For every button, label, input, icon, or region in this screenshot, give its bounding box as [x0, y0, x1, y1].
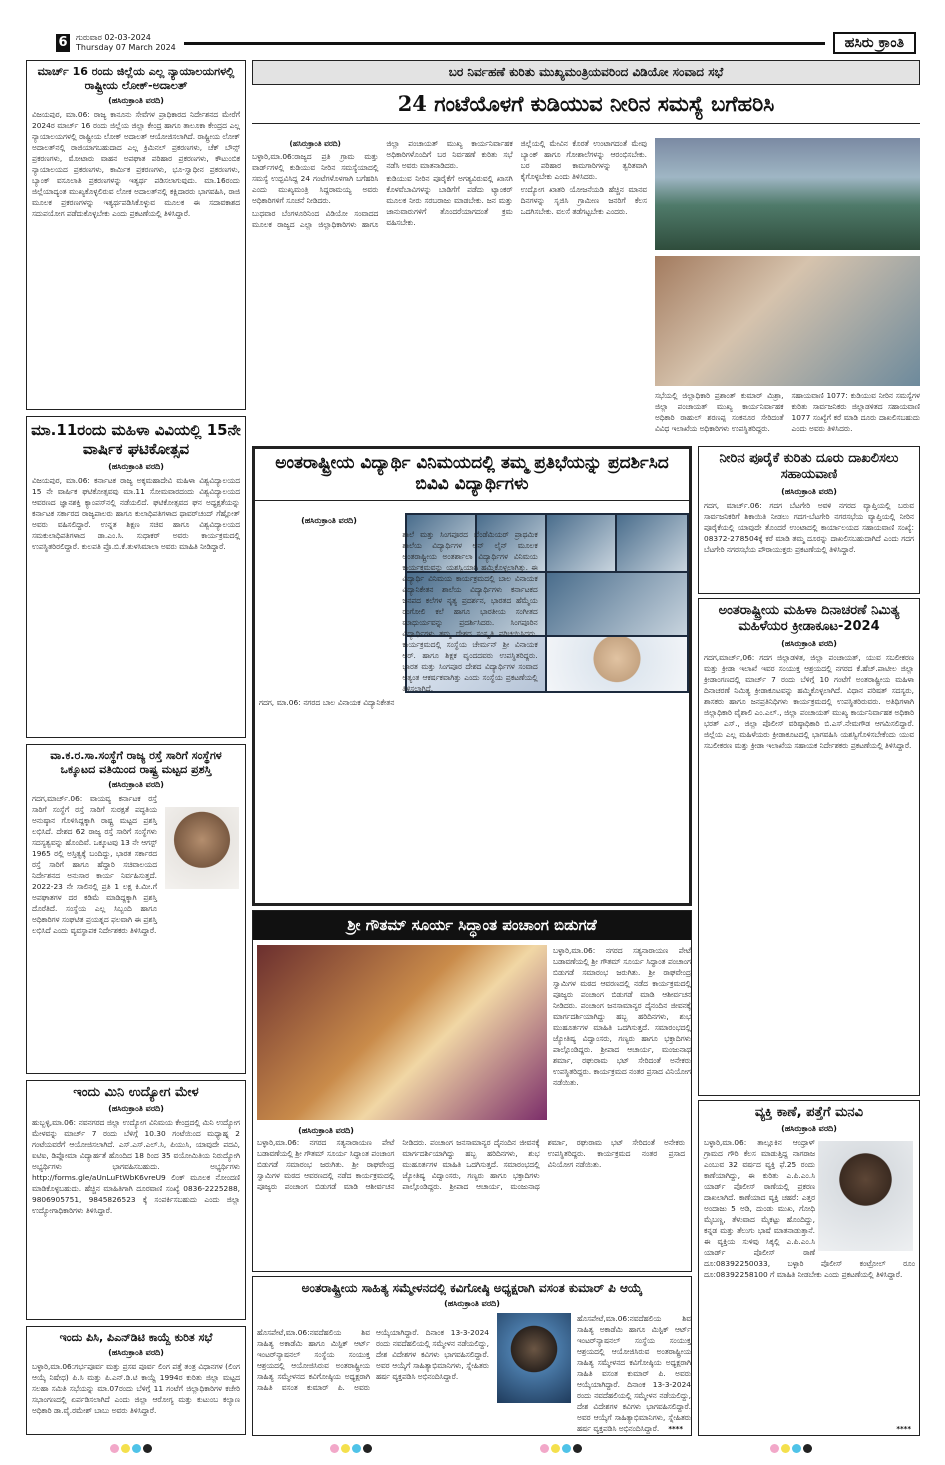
- registration-dot: [781, 1444, 790, 1453]
- article-body: ಗದಗ, ಮಾ.06: ನಗರದ ಬಾಲ ವಿನಾಯಕ ವಿದ್ಯಾನಿಕೇತನ ಶಾಲೆ ಮತ್ತು ಸಿಂಗಪೂರದ ಬೆಂಡೆಮಿಯರ್ ಪ್ರಾಥಮಿಕ ಶಾಲೆಯ ವಿದ್ಯಾರ್ಥಿಗಳ ಆನ್ ಲೈನ್ ಮೂಲಕ ಅಂತರಾಷ್ಟ್ರೀಯ ಅಂತರ್ಶಾಲಾ ವಿದ್ಯಾರ್ಥಿಗಳ ವಿನಿಮಯ ಕಾರ್ಯಕ್ರಮವನ್ನು ಯಶಸ್ವಿಯಾಗಿ ಹಮ್ಮಿಕೊಳ್ಳಲಾಗಿತ್ತು. ಈ ವಿದ್ಯಾರ್ಥಿ ವಿನಿಮಯ ಕಾರ್ಯಕ್ರಮದಲ್ಲಿ ಬಾಲ ವಿನಾಯಕ ವಿದ್ಯಾನಿಕೇತನ ಶಾಲೆಯ ವಿದ್ಯಾರ್ಥಿಗಳು ಕರ್ನಾಟಕದ ಜನಪದ ಕಲೆಗಳ ನೃತ್ಯ ಪ್ರದರ್ಶನ, ಭಾರತದ ಹೆಮ್ಮೆಯ ರಂಗೋಲಿ ಕಲೆ ಹಾಗೂ ಭಾರತೀಯ ಸಂಗೀತದ ಮಾಧುರ್ಯವನ್ನು ಪ್ರದರ್ಶಿಸಿದರು. ಸಿಂಗಪೂರಿನ ವಿದ್ಯಾರ್ಥಿಗಳು ತಮ್ಮ ದೇಶದ ಸಂಸ್ಕೃತಿ ಪರಿಚಯಿಸಿದರು. ಕಾರ್ಯಕ್ರಮದಲ್ಲಿ ಸಂಸ್ಥೆಯ ಚೇರ್ಮನ್ ಶ್ರೀ ವಿನಾಯಕ ಆರ್. ಹಾಗೂ ಶಿಕ್ಷಕ ವೃಂದದವರು ಉಪಸ್ಥಿತರಿದ್ದರು. ಭಾರತ ಮತ್ತು ಸಿಂಗಪೂರ ದೇಶದ ವಿದ್ಯಾರ್ಥಿಗಳ ಸಂವಾದ ಅತ್ಯಂತ ಆಕರ್ಷಕವಾಗಿತ್ತು ಎಂದು ಸಂಸ್ಥೆಯ ಪ್ರಕಟಣೆಯಲ್ಲಿ ತಿಳಿಸಲಾಗಿದೆ.: [259, 530, 538, 707]
- article-pc-pndt: [26, 1326, 246, 1435]
- registration-dot: [562, 1444, 571, 1453]
- article-body: ವಿಜಯಪುರ, ಮಾ.06: ಕರ್ನಾಟಕ ರಾಜ್ಯ ಅಕ್ಕಮಹಾದೇವಿ ಮಹಿಳಾ ವಿಶ್ವವಿದ್ಯಾಲಯದ 15 ನೇ ವಾರ್ಷಿಕ ಘಟಿಕೋತ್ಸವವು ಮಾ.11 ಸೋಮವಾರದಂದು ವಿಶ್ವವಿದ್ಯಾಲಯದ ಆವರಣದ ಜ್ಞಾನಶಕ್ತಿ ಕ್ಯಾಂಪಸ್‌ನಲ್ಲಿ ನಡೆಯಲಿದೆ. ಘಟಿಕೋತ್ಸವದ ಘನ ಅಧ್ಯಕ್ಷತೆಯನ್ನು ಕರ್ನಾಟಕ ಸರ್ಕಾರದ ರಾಜ್ಯಪಾಲರು ಹಾಗೂ ಕುಲಾಧಿಪತಿಗಳಾದ ಥಾವರ್‌ಚಂದ್ ಗೆಹ್ಲೋತ್ ಅವರು ವಹಿಸಲಿದ್ದಾರೆ. ಉನ್ನತ ಶಿಕ್ಷಣ ಸಚಿವ ಹಾಗೂ ವಿಶ್ವವಿದ್ಯಾಲಯದ ಸಮಕುಲಾಧಿಪತಿಗಳಾದ ಡಾ.ಎಂ.ಸಿ. ಸುಧಾಕರ್ ಅವರು ಕಾರ್ಯಕ್ರಮದಲ್ಲಿ ಉಪಸ್ಥಿತರಿರಲಿದ್ದಾರೆ. ಕುಲಪತಿ ಪ್ರೊ.ಬಿ.ಕೆ.ತುಳಸಿಮಾಲಾ ಅವರು ಮಾಹಿತಿ ನೀಡಿದ್ದಾರೆ.: [32, 475, 240, 551]
- registration-dot: [551, 1444, 560, 1453]
- registration-dot: [352, 1444, 361, 1453]
- article-headline: ವಾ.ಕ.ರ.ಸಾ.ಸಂಸ್ಥೆಗೆ ರಾಜ್ಯ ರಸ್ತೆ ಸಾರಿಗೆ ಸಂಸ್ಥೆಗಳ ಒಕ್ಕೂಟದ ವತಿಯಿಂದ ರಾಷ್ಟ್ರ ಮಟ್ಟದ ಪ್ರಶಸ್ತಿ: [50, 749, 222, 776]
- article-byline: (ಹಸಿರುಕ್ರಾಂತಿ ವರದಿ): [781, 1124, 837, 1134]
- article-body-side-text: ಬಳ್ಳಾರಿ,ಮಾ.06: ನಗರದ ಸತ್ಯನಾರಾಯಣ ಪೇಟೆ ಬಡಾವಣೆಯಲ್ಲಿ ಶ್ರೀ ಗೌತಮ್ ಸೂರ್ಯ ಸಿದ್ಧಾಂತ ಪಂಚಾಂಗ ಬಿಡುಗಡೆ ಸಮಾರಂಭ ಜರುಗಿತು. ಶ್ರೀ ರಾಘವೇಂದ್ರ ಸ್ವಾಮಿಗಳ ಮಠದ ಆವರಣದಲ್ಲಿ ನಡೆದ ಕಾರ್ಯಕ್ರಮದಲ್ಲಿ ಪೂಜ್ಯರು ಪಂಚಾಂಗ ಬಿಡುಗಡೆ ಮಾಡಿ ಆಶೀರ್ವಚನ ನೀಡಿದರು. ಪಂಚಾಂಗ ಜನಸಾಮಾನ್ಯರ ದೈನಂದಿನ ಜೀವನಕ್ಕೆ ಮಾರ್ಗದರ್ಶಿಯಾಗಿದ್ದು ಹಬ್ಬ ಹರಿದಿನಗಳು, ಶುಭ ಮುಹೂರ್ತಗಳ ಮಾಹಿತಿ ಒದಗಿಸುತ್ತದೆ. ಸಮಾರಂಭದಲ್ಲಿ ಜ್ಯೋತಿಷ್ಯ ವಿದ್ವಾಂಸರು, ಗಣ್ಯರು ಹಾಗೂ ಭಕ್ತಾದಿಗಳು ಪಾಲ್ಗೊಂಡಿದ್ದರು. ಶ್ರೀಪಾದ ಆಚಾರ್ಯ, ಮಂಜುನಾಥ ಶರ್ಮಾ, ರಘುರಾಮ ಭಟ್ ಸೇರಿದಂತೆ ಅನೇಕರು ಉಪಸ್ಥಿತರಿದ್ದರು. ಕಾರ್ಯಕ್ರಮದ ನಂತರ ಪ್ರಸಾದ ವಿನಿಯೋಗ ನಡೆಯಿತು.: [553, 946, 691, 1087]
- masthead: [56, 30, 916, 56]
- article-body-wrap: [253, 1327, 493, 1431]
- article-body: ಬಳ್ಳಾರಿ,ಮಾ.06:ಗರ್ಭಪೂರ್ವ ಮತ್ತು ಪ್ರಸವ ಪೂರ್ವ ಲಿಂಗ ಪತ್ತೆ ತಂತ್ರ ವಿಧಾನಗಳ (ಲಿಂಗ ಆಯ್ಕೆ ನಿಷೇಧ) ಪಿ.ಸಿ ಮತ್ತು ಪಿ.ಎನ್.ಡಿ.ಟಿ ಕಾಯ್ದೆ 1994ರ ಕುರಿತು ಜಿಲ್ಲಾ ಮಟ್ಟದ ಸಲಹಾ ಸಮಿತಿ ಸಭೆಯನ್ನು ಮಾ.07ರಂದು ಬೆಳಿಗ್ಗೆ 11 ಗಂಟೆಗೆ ಜಿಲ್ಲಾಧಿಕಾರಿಗಳ ಕಚೇರಿ ಸಭಾಂಗಣದಲ್ಲಿ ಏರ್ಪಡಿಸಲಾಗಿದೆ ಎಂದು ಜಿಲ್ಲಾ ಆರೋಗ್ಯ ಮತ್ತು ಕುಟುಂಬ ಕಲ್ಯಾಣ ಅಧಿಕಾರಿ ಡಾ.ವೈ.ರಮೇಶ್ ಬಾಬು ಅವರು ತಿಳಿಸಿದ್ದಾರೆ.: [32, 1361, 240, 1415]
- official-photo: [165, 807, 239, 889]
- registration-dots-left: [110, 1444, 152, 1453]
- registration-dot: [573, 1444, 582, 1453]
- article-body-side: [575, 1313, 693, 1433]
- article-womens-day-sports: [698, 598, 920, 1096]
- article-job-fair: [26, 1080, 246, 1320]
- date-english: Thursday 07 March 2024: [76, 43, 176, 52]
- article-byline: (ಹಸಿರುಕ್ರಾಂತಿ ವರದಿ): [444, 1299, 500, 1308]
- article-byline: (ಹಸಿರುಕ್ರಾಂತಿ ವರದಿ): [301, 516, 357, 525]
- article-lok-adalat: [26, 60, 246, 410]
- article-byline: (ಹಸಿರುಕ್ರಾಂತಿ ವರದಿ): [781, 486, 837, 496]
- article-body-side-text: ಹೊಸಪೇಟೆ,ಮಾ.06:ನವದೆಹಲಿಯ ಶಿವ ಸಾಹಿತ್ಯ ಅಕಾಡೆಮಿ ಹಾಗೂ ಮಿಸ್ಟಿಕ್ ಆರ್ಟ್ ಇಂಟರ್‌ನ್ಯಾಷನಲ್ ಸಂಸ್ಥೆಯ ಸಂಯುಕ್ತ ಆಶ್ರಯದಲ್ಲಿ ಆಯೋಜಿಸಿರುವ ಅಂತರಾಷ್ಟ್ರೀಯ ಸಾಹಿತ್ಯ ಸಮ್ಮೇಳನದ ಕವಿಗೋಷ್ಠಿಯ ಅಧ್ಯಕ್ಷರಾಗಿ ಸಾಹಿತಿ ವಸಂತ ಕುಮಾರ್ ಪಿ. ಅವರು ಆಯ್ಕೆಯಾಗಿದ್ದಾರೆ. ದಿನಾಂಕ 13-3-2024 ರಂದು ನವದೆಹಲಿಯಲ್ಲಿ ಸಮ್ಮೇಳನ ನಡೆಯಲಿದ್ದು, ದೇಶ ವಿದೇಶಗಳ ಕವಿಗಳು ಭಾಗವಹಿಸಲಿದ್ದಾರೆ. ಅವರ ಆಯ್ಕೆಗೆ ಸಾಹಿತ್ಯಾಭಿಮಾನಿಗಳು, ಸ್ನೇಹಿತರು ಹರ್ಷ ವ್ಯಕ್ತಪಡಿಸಿ ಅಭಿನಂದಿಸಿದ್ದಾರೆ.: [577, 1314, 691, 1433]
- date-kannada: ಗುರುವಾರ 02-03-2024: [76, 33, 151, 42]
- article-end-mark: ****: [668, 1425, 683, 1433]
- article-missing-person: [698, 1100, 920, 1436]
- banner-paragraph: ಸಹಾಯವಾಣಿ 1077: ಕುಡಿಯುವ ನೀರಿನ ಸಮಸ್ಯೆಗಳ ಕುರಿತು ಸಾರ್ವಜನಿಕರು ಜಿಲ್ಲಾಡಳಿತದ ಸಹಾಯವಾಣಿ 1077 ಸಂಖ್ಯೆಗೆ ಕರೆ ಮಾಡಿ ದೂರು ದಾಖಲಿಸಬಹುದು ಎಂದು ಅವರು ತಿಳಿಸಿದರು.: [791, 391, 920, 433]
- banner-paragraph: ಜಿಲ್ಲೆಯಲ್ಲಿ ಮೇವಿನ ಕೊರತೆ ಉಂಟಾಗದಂತೆ ಮೇವು ಬ್ಯಾಂಕ್ ಹಾಗೂ ಗೋಶಾಲೆಗಳನ್ನು ಆರಂಭಿಸಬೇಕು. ಬರ ಪರಿಹಾರ ಕಾಮಗಾರಿಗಳನ್ನು ತ್ವರಿತವಾಗಿ ಕೈಗೊಳ್ಳಬೇಕು ಎಂದು ತಿಳಿಸಿದರು.: [520, 139, 647, 181]
- registration-dot: [341, 1444, 350, 1453]
- article-byline: (ಹಸಿರುಕ್ರಾಂತಿ ವರದಿ): [108, 95, 164, 105]
- article-body: ಹುಬ್ಬಳ್ಳಿ,ಮಾ.06: ನವನಗರದ ಜಿಲ್ಲಾ ಉದ್ಯೋಗ ವಿನಿಮಯ ಕೇಂದ್ರದಲ್ಲಿ ಮಿನಿ ಉದ್ಯೋಗ ಮೇಳವನ್ನು ಮಾರ್ಚ್ 7 ರಂದು ಬೆಳಿಗ್ಗೆ 10.30 ಗಂಟೆಯಿಂದ ಮಧ್ಯಾಹ್ನ 2 ಗಂಟೆಯವರೆಗೆ ಆಯೋಜಿಸಲಾಗಿದೆ. ಎಸ್.ಎಸ್.ಎಲ್.ಸಿ, ಪಿಯುಸಿ, ಯಾವುದೇ ಪದವಿ, ಐಟಿಐ, ಡಿಪ್ಲೋಮಾ ವಿದ್ಯಾರ್ಹತೆ ಹೊಂದಿದ 18 ರಿಂದ 35 ವಯೋಮಿತಿಯ ನಿರುದ್ಯೋಗಿ ಅಭ್ಯರ್ಥಿಗಳು ಭಾಗವಹಿಸಬಹುದು. ಅಭ್ಯರ್ಥಿಗಳು http://forms.gle/aUnLuFtWbK6vreU9 ಲಿಂಕ್ ಮೂಲಕ ನೋಂದಣಿ ಮಾಡಿಕೊಳ್ಳಬಹುದು. ಹೆಚ್ಚಿನ ಮಾಹಿತಿಗಾಗಿ ದೂರವಾಣಿ ಸಂಖ್ಯೆ 0836-2225288, 9806905751, 9845826523 ಕ್ಕೆ ಸಂಪರ್ಕಿಸಬಹುದು ಎಂದು ಜಿಲ್ಲಾ ಉದ್ಯೋಗಾಧಿಕಾರಿಗಳು ತಿಳಿಸಿದ್ದಾರೆ.: [32, 1118, 240, 1216]
- article-headline: ನೀರಿನ ಪೂರೈಕೆ ಕುರಿತು ದೂರು ದಾಖಲಿಸಲು ಸಹಾಯವಾಣಿ: [719, 451, 899, 483]
- article-panchanga-release: [252, 910, 692, 1272]
- article-headline: ಅಂತರಾಷ್ಟ್ರೀಯ ಸಾಹಿತ್ಯ ಸಮ್ಮೇಳನದಲ್ಲಿ ಕವಿಗೋಷ್ಠಿ ಅಧ್ಯಕ್ಷರಾಗಿ ವಸಂತ ಕುಮಾರ್ ಪಿ ಆಯ್ಕೆ: [301, 1281, 643, 1295]
- registration-dots-center-right: [540, 1444, 582, 1453]
- release-event-photo: [257, 945, 547, 1120]
- registration-dot: [540, 1444, 549, 1453]
- banner-byline: (ಹಸಿರುಕ್ರಾಂತಿ ವರದಿ): [289, 139, 341, 148]
- article-byline: (ಹಸಿರುಕ್ರಾಂತಿ ವರದಿ): [298, 1126, 354, 1135]
- article-headline: ಮಾರ್ಚ್ 16 ರಂದು ಜಿಲ್ಲೆಯ ಎಲ್ಲ ನ್ಯಾಯಾಲಯಗಳಲ್ಲಿ ರಾಷ್ಟ್ರೀಯ ಲೋಕ್-ಅದಾಲತ್: [37, 65, 235, 92]
- newspaper-brand: ಹಸಿರು ಕ್ರಾಂತಿ: [833, 32, 916, 54]
- article-byline: (ಹಸಿರುಕ್ರಾಂತಿ ವರದಿ): [108, 1347, 164, 1357]
- article-headline: ಅಂತರಾಷ್ಟ್ರೀಯ ಮಹಿಳಾ ದಿನಾಚರಣೆ ನಿಮಿತ್ಯ ಮಹಿಳೆಯರ ಕ್ರೀಡಾಕೂಟ-2024: [718, 603, 900, 635]
- article-headline: ವ್ಯಕ್ತಿ ಕಾಣೆ, ಪತ್ತೆಗೆ ಮನವಿ: [754, 1105, 864, 1120]
- article-body: ಬಳ್ಳಾರಿ,ಮಾ.06: ನಗರದ ಸತ್ಯನಾರಾಯಣ ಪೇಟೆ ಬಡಾವಣೆಯಲ್ಲಿ ಶ್ರೀ ಗೌತಮ್ ಸೂರ್ಯ ಸಿದ್ಧಾಂತ ಪಂಚಾಂಗ ಬಿಡುಗಡೆ ಸಮಾರಂಭ ಜರುಗಿತು. ಶ್ರೀ ರಾಘವೇಂದ್ರ ಸ್ವಾಮಿಗಳ ಮಠದ ಆವರಣದಲ್ಲಿ ನಡೆದ ಕಾರ್ಯಕ್ರಮದಲ್ಲಿ ಪೂಜ್ಯರು ಪಂಚಾಂಗ ಬಿಡುಗಡೆ ಮಾಡಿ ಆಶೀರ್ವಚನ ನೀಡಿದರು. ಪಂಚಾಂಗ ಜನಸಾಮಾನ್ಯರ ದೈನಂದಿನ ಜೀವನಕ್ಕೆ ಮಾರ್ಗದರ್ಶಿಯಾಗಿದ್ದು ಹಬ್ಬ ಹರಿದಿನಗಳು, ಶುಭ ಮುಹೂರ್ತಗಳ ಮಾಹಿತಿ ಒದಗಿಸುತ್ತದೆ. ಸಮಾರಂಭದಲ್ಲಿ ಜ್ಯೋತಿಷ್ಯ ವಿದ್ವಾಂಸರು, ಗಣ್ಯರು ಹಾಗೂ ಭಕ್ತಾದಿಗಳು ಪಾಲ್ಗೊಂಡಿದ್ದರು. ಶ್ರೀಪಾದ ಆಚಾರ್ಯ, ಮಂಜುನಾಥ ಶರ್ಮಾ, ರಘುರಾಮ ಭಟ್ ಸೇರಿದಂತೆ ಅನೇಕರು ಉಪಸ್ಥಿತರಿದ್ದರು. ಕಾರ್ಯಕ್ರಮದ ನಂತರ ಪ್ರಸಾದ ವಿನಿಯೋಗ ನಡೆಯಿತು.: [257, 1138, 685, 1191]
- registration-dot: [803, 1444, 812, 1453]
- meeting-photo: [655, 256, 920, 386]
- article-headline: ಮಾ.11ರಂದು ಮಹಿಳಾ ವಿವಿಯಲ್ಲಿ 15ನೇ ವಾರ್ಷಿಕ ಘಟಿಕೋತ್ಸವ: [31, 421, 241, 458]
- banner-body: [252, 138, 647, 438]
- article-literature-conference: [252, 1276, 692, 1436]
- article-transport-award: [26, 744, 246, 1074]
- banner-headline: 24 ಗಂಟೆಯೊಳಗೆ ಕುಡಿಯುವ ನೀರಿನ ಸಮಸ್ಯೆ ಬಗೆಹರಿಸಿ: [252, 85, 920, 124]
- article-headline: ಶ್ರೀ ಗೌತಮ್ ಸೂರ್ಯ ಸಿದ್ಧಾಂತ ಪಂಚಾಂಗ ಬಿಡುಗಡೆ: [253, 911, 691, 940]
- banner-paragraph: ಸಭೆಯಲ್ಲಿ ಜಿಲ್ಲಾಧಿಕಾರಿ ಪ್ರಶಾಂತ್ ಕುಮಾರ್ ಮಿಶ್ರಾ, ಜಿಲ್ಲಾ ಪಂಚಾಯತ್ ಮುಖ್ಯ ಕಾರ್ಯನಿರ್ವಾಹಕ ಅಧಿಕಾರಿ ರಾಹುಲ್ ಶರಣಪ್ಪ ಸಂಕನೂರ ಸೇರಿದಂತೆ ವಿವಿಧ ಇಲಾಖೆಯ ಅಧಿಕಾರಿಗಳು ಉಪಸ್ಥಿತರಿದ್ದರು.: [655, 391, 784, 433]
- registration-dot: [143, 1444, 152, 1453]
- banner-body-continued: [655, 390, 920, 442]
- registration-dot: [330, 1444, 339, 1453]
- article-body: ಗದಗ,ಮಾರ್ಚ್.06: ವಾಯವ್ಯ ಕರ್ನಾಟಕ ರಸ್ತೆ ಸಾರಿಗೆ ಸಂಸ್ಥೆಗೆ ರಸ್ತೆ ಸಾರಿಗೆ ಸುರಕ್ಷತೆ ಪದ್ಧತಿಯ ಅನುಷ್ಠಾನ ಗೊಳಿಸಿದ್ದಕ್ಕಾಗಿ ರಾಷ್ಟ್ರ ಮಟ್ಟದ ಪ್ರಶಸ್ತಿ ಲಭಿಸಿದೆ. ದೇಶದ 62 ರಾಜ್ಯ ರಸ್ತೆ ಸಾರಿಗೆ ಸಂಸ್ಥೆಗಳು ಸದಸ್ಯತ್ವವನ್ನು ಹೊಂದಿವೆ. ಒಕ್ಕೂಟವು 13 ನೇ ಆಗಸ್ಟ್ 1965 ರಲ್ಲಿ ಅಸ್ತಿತ್ವಕ್ಕೆ ಬಂದಿದ್ದು, ಭಾರತ ಸರ್ಕಾರದ ರಸ್ತೆ ಸಾರಿಗೆ ಹಾಗೂ ಹೆದ್ದಾರಿ ಸಚಿವಾಲಯದ ನಿರ್ದೇಶನದ ಅನುಸಾರ ಕಾರ್ಯ ನಿರ್ವಹಿಸುತ್ತದೆ. 2022-23 ನೇ ಸಾಲಿನಲ್ಲಿ ಪ್ರತಿ 1 ಲಕ್ಷ ಕಿ.ಮೀ.ಗೆ ಅಪಘಾತಗಳ ದರ ಕಡಿಮೆ ಮಾಡಿದ್ದಕ್ಕಾಗಿ ಪ್ರಶಸ್ತಿ ದೊರೆತಿದೆ. ಸಂಸ್ಥೆಯ ಎಲ್ಲ ಸಿಬ್ಬಂದಿ ಹಾಗೂ ಅಧಿಕಾರಿಗಳ ಸಂಘಟಿತ ಪ್ರಯತ್ನದ ಫಲವಾಗಿ ಈ ಪ್ರಶಸ್ತಿ ಲಭಿಸಿದೆ ಎಂದು ವ್ಯವಸ್ಥಾಪಕ ನಿರ್ದೇಶಕರು ತಿಳಿಸಿದ್ದಾರೆ.: [32, 793, 157, 935]
- left-column: [26, 60, 246, 1435]
- date-block: [76, 33, 176, 53]
- registration-dot: [121, 1444, 130, 1453]
- article-body: ಗದಗ, ಮಾರ್ಚ್.06: ಗದಗ ಬೆಟಗೇರಿ ಅವಳಿ ನಗರದ ವ್ಯಾಪ್ತಿಯಲ್ಲಿ ಬರುವ ಸಾರ್ವಜನಿಕರಿಗೆ ಶಿಕಾಯಿತಿ ನೀಡಲು ಗದಗ-ಬೆಟಗೇರಿ ನಗರಸಭೆಯ ವ್ಯಾಪ್ತಿಯಲ್ಲಿ ನೀರಿನ ಪೂರೈಕೆಯಲ್ಲಿ ಯಾವುದೇ ತೊಂದರೆ ಉಂಟಾದಲ್ಲಿ ಕಾರ್ಯಾಲಯದ ಸಹಾಯವಾಣಿ ಸಂಖ್ಯೆ: 08372-278504ಕ್ಕೆ ಕರೆ ಮಾಡಿ ತಮ್ಮ ದೂರನ್ನು ದಾಖಲಿಸಬಹುದಾಗಿದೆ ಎಂದು ಗದಗ ಬೆಟಗೇರಿ ನಗರಸಭೆಯ ಪೌರಾಯುಕ್ತರು ಪ್ರಕಟಣೆಯಲ್ಲಿ ತಿಳಿಸಿದ್ದಾರೆ.: [704, 500, 914, 554]
- article-byline: (ಹಸಿರುಕ್ರಾಂತಿ ವರದಿ): [781, 638, 837, 648]
- article-body: ಹೊಸಪೇಟೆ,ಮಾ.06:ನವದೆಹಲಿಯ ಶಿವ ಸಾಹಿತ್ಯ ಅಕಾಡೆಮಿ ಹಾಗೂ ಮಿಸ್ಟಿಕ್ ಆರ್ಟ್ ಇಂಟರ್‌ನ್ಯಾಷನಲ್ ಸಂಸ್ಥೆಯ ಸಂಯುಕ್ತ ಆಶ್ರಯದಲ್ಲಿ ಆಯೋಜಿಸಿರುವ ಅಂತರಾಷ್ಟ್ರೀಯ ಸಾಹಿತ್ಯ ಸಮ್ಮೇಳನದ ಕವಿಗೋಷ್ಠಿಯ ಅಧ್ಯಕ್ಷರಾಗಿ ಸಾಹಿತಿ ವಸಂತ ಕುಮಾರ್ ಪಿ. ಅವರು ಆಯ್ಕೆಯಾಗಿದ್ದಾರೆ. ದಿನಾಂಕ 13-3-2024 ರಂದು ನವದೆಹಲಿಯಲ್ಲಿ ಸಮ್ಮೇಳನ ನಡೆಯಲಿದ್ದು, ದೇಶ ವಿದೇಶಗಳ ಕವಿಗಳು ಭಾಗವಹಿಸಲಿದ್ದಾರೆ. ಅವರ ಆಯ್ಕೆಗೆ ಸಾಹಿತ್ಯಾಭಿಮಾನಿಗಳು, ಸ್ನೇಹಿತರು ಹರ್ಷ ವ್ಯಕ್ತಪಡಿಸಿ ಅಭಿನಂದಿಸಿದ್ದಾರೆ.: [257, 1328, 489, 1392]
- banner-paragraph: ಬಳ್ಳಾರಿ,ಮಾ.06:ರಾಜ್ಯದ ಪ್ರತಿ ಗ್ರಾಮ ಮತ್ತು ವಾರ್ಡ್‌ಗಳಲ್ಲಿ ಕುಡಿಯುವ ನೀರಿನ ಸಮಸ್ಯೆಯಾದಲ್ಲಿ ಸಮಸ್ಯೆ ಉದ್ಭವಿಸಿದ್ದ 24 ಗಂಟೆಗಳೊಳಗಾಗಿ ಬಗೆಹರಿಸಿ ಎಂದು ಮುಖ್ಯಮಂತ್ರಿ ಸಿದ್ದರಾಮಯ್ಯ ಅವರು ಅಧಿಕಾರಿಗಳಿಗೆ ಸೂಚನೆ ನೀಡಿದರು.: [252, 152, 379, 205]
- article-body-wrap: [255, 529, 685, 901]
- article-headline: ಇಂದು ಪಿಸಿ, ಪಿಎನ್‌ಡಿಟಿ ಕಾಯ್ದೆ ಕುರಿತ ಸಭೆ: [59, 1331, 213, 1344]
- article-body: ಬಳ್ಳಾರಿ,ಮಾ.06: ತಾಲ್ಲೂಕಿನ ಆಂಧ್ರಾಳ್ ಗ್ರಾಮದ ಗೌರಿ ಕೆಲಸ ಮಾಡುತ್ತಿದ್ದ ನಾಗರಾಜ ಎಂಬುವ 32 ವರ್ಷದ ವ್ಯಕ್ತಿ ಫೆ.25 ರಂದು ಕಾಣೆಯಾಗಿದ್ದು, ಈ ಕುರಿತು ಎ.ಪಿ.ಎಂ.ಸಿ ಯಾರ್ಡ್ ಪೊಲೀಸ್ ಠಾಣೆಯಲ್ಲಿ ಪ್ರಕರಣ ದಾಖಲಾಗಿದೆ. ಕಾಣೆಯಾದ ವ್ಯಕ್ತಿ ಚಹರೆ: ಎತ್ತರ ಅಂದಾಜು 5 ಅಡಿ, ದುಂಡು ಮುಖ, ಗೋಧಿ ಮೈಬಣ್ಣ, ತೆಳುವಾದ ಮೈಕಟ್ಟು ಹೊಂದಿದ್ದು, ಕನ್ನಡ ಮತ್ತು ತೆಲುಗು ಭಾಷೆ ಮಾತನಾಡುತ್ತಾನೆ. ಈ ವ್ಯಕ್ತಿಯ ಸುಳಿವು ಸಿಕ್ಕಲ್ಲಿ ಎ.ಪಿ.ಎಂ.ಸಿ ಯಾರ್ಡ್ ಪೊಲೀಸ್ ಠಾಣೆ ದೂ:08392250033, ಬಳ್ಳಾರಿ ಪೊಲೀಸ್ ಕಂಟ್ರೋಲ್ ರೂಂ ದೂ:08392258100 ಗೆ ಮಾಹಿತಿ ನೀಡಬೇಕು ಎಂದು ಪ್ರಕಟಣೆಯಲ್ಲಿ ತಿಳಿಸಿದ್ದಾರೆ.: [704, 1138, 915, 1280]
- banner-paragraph: ಉದ್ಯೋಗ ಖಾತರಿ ಯೋಜನೆಯಡಿ ಹೆಚ್ಚಿನ ಮಾನವ ದಿನಗಳನ್ನು ಸೃಜಿಸಿ ಗ್ರಾಮೀಣ ಜನರಿಗೆ ಕೆಲಸ ಒದಗಿಸಬೇಕು. ವಲಸೆ ತಡೆಗಟ್ಟಬೇಕು ಎಂದರು.: [520, 185, 647, 216]
- article-byline: (ಹಸಿರುಕ್ರಾಂತಿ ವರದಿ): [108, 461, 164, 471]
- registration-dot: [132, 1444, 141, 1453]
- registration-dots-right: [770, 1444, 812, 1453]
- article-end-mark: ****: [896, 1425, 911, 1433]
- missing-person-photo: [818, 1141, 913, 1251]
- article-banner: [252, 60, 920, 442]
- article-water-helpline: [698, 446, 920, 594]
- registration-dot: [792, 1444, 801, 1453]
- article-headline: ಅಂತರಾಷ್ಟ್ರೀಯ ವಿದ್ಯಾರ್ಥಿ ವಿನಿಮಯದಲ್ಲಿ ತಮ್ಮ ಪ್ರತಿಭೆಯನ್ನು ಪ್ರದರ್ಶಿಸಿದ ಬಿವಿವಿ ವಿದ್ಯಾರ್ಥಿಗಳು: [255, 449, 689, 501]
- article-student-exchange: [252, 446, 692, 906]
- article-body-wrap: [253, 1137, 689, 1267]
- article-byline: (ಹಸಿರುಕ್ರಾಂತಿ ವರದಿ): [108, 1104, 164, 1114]
- article-body: ಗದಗ,ಮಾರ್ಚ್,06: ಗದಗ ಜಿಲ್ಲಾಡಳಿತ, ಜಿಲ್ಲಾ ಪಂಚಾಯತ್, ಯುವ ಸಬಲೀಕರಣ ಮತ್ತು ಕ್ರೀಡಾ ಇಲಾಖೆ ಇವರ ಸಂಯುಕ್ತ ಆಶ್ರಯದಲ್ಲಿ ನಗರದ ಕೆ.ಹೆಚ್.ಪಾಟೀಲ ಜಿಲ್ಲಾ ಕ್ರೀಡಾಂಗಣದಲ್ಲಿ ಮಾರ್ಚ್ 7 ರಂದು ಬೆಳಿಗ್ಗೆ 10 ಗಂಟೆಗೆ ಅಂತರಾಷ್ಟ್ರೀಯ ಮಹಿಳಾ ದಿನಾಚರಣೆ ನಿಮಿತ್ಯ ಕ್ರೀಡಾಕೂಟವನ್ನು ಹಮ್ಮಿಕೊಳ್ಳಲಾಗಿದೆ. ವಿಧಾನ ಪರಿಷತ್ ಸದಸ್ಯರು, ಶಾಸಕರು ಹಾಗೂ ಜನಪ್ರತಿನಿಧಿಗಳು ಕಾರ್ಯಕ್ರಮದಲ್ಲಿ ಉಪಸ್ಥಿತರಿರುವರು. ಅತಿಥಿಗಳಾಗಿ ಜಿಲ್ಲಾಧಿಕಾರಿ ವೈಶಾಲಿ ಎಂ.ಎಲ್., ಜಿಲ್ಲಾ ಪಂಚಾಯತ್ ಮುಖ್ಯ ಕಾರ್ಯನಿರ್ವಾಹಕ ಅಧಿಕಾರಿ ಭರತ್ ಎಸ್., ಜಿಲ್ಲಾ ಪೊಲೀಸ್ ವರಿಷ್ಠಾಧಿಕಾರಿ ಬಿ.ಎಸ್.ನೇಮಗೌಡ ಆಗಮಿಸಲಿದ್ದಾರೆ. ಜಿಲ್ಲೆಯ ಎಲ್ಲ ಮಹಿಳೆಯರು ಕ್ರೀಡಾಕೂಟದಲ್ಲಿ ಭಾಗವಹಿಸಿ ಯಶಸ್ವಿಗೊಳಿಸಬೇಕೆಂದು ಯುವ ಸಬಲೀಕರಣ ಮತ್ತು ಕ್ರೀಡಾ ಇಲಾಖೆಯ ಸಹಾಯಕ ನಿರ್ದೇಶಕರು ಪ್ರಕಟಣೆಯಲ್ಲಿ ತಿಳಿಸಿದ್ದಾರೆ.: [704, 652, 914, 750]
- article-body: ವಿಜಯಪುರ, ಮಾ.06: ರಾಜ್ಯ ಕಾನೂನು ಸೇವೆಗಳ ಪ್ರಾಧಿಕಾರದ ನಿರ್ದೇಶನದ ಮೇರೆಗೆ 2024ರ ಮಾರ್ಚ್ 16 ರಂದು ಜಿಲ್ಲೆಯ ಜಿಲ್ಲಾ ಕೇಂದ್ರ ಹಾಗೂ ತಾಲೂಕಾ ಕೇಂದ್ರದ ಎಲ್ಲ ನ್ಯಾಯಾಲಯಗಳಲ್ಲಿ ರಾಷ್ಟ್ರೀಯ ಲೋಕ್ ಅದಾಲತ್ ಆಯೋಜಿಸಲಾಗಿದೆ. ರಾಷ್ಟ್ರೀಯ ಲೋಕ್ ಅದಾಲತ್‌ನಲ್ಲಿ ರಾಜಿಯಾಗಬಹುದಾದ ಎಲ್ಲ ಕ್ರಿಮಿನಲ್ ಪ್ರಕರಣಗಳು, ಚೆಕ್ ಬೌನ್ಸ್ ಪ್ರಕರಣಗಳು, ಮೋಟಾರು ವಾಹನ ಅಪಘಾತ ಪರಿಹಾರ ಪ್ರಕರಣಗಳು, ಕೌಟುಂಬಿಕ ನ್ಯಾಯಾಲಯದ ಪ್ರಕರಣಗಳು, ಕಾರ್ಮಿಕ ಪ್ರಕರಣಗಳು, ಭೂ-ಸ್ವಾಧೀನ ಪ್ರಕರಣಗಳು, ಬ್ಯಾಂಕ್ ವಸೂಲಾತಿ ಪ್ರಕರಣಗಳನ್ನು ಇತ್ಯರ್ಥ ಪಡಿಸಲಾಗುವುದು. ಮಾ.16ರಂದು ಜಿಲ್ಲೆಯಾದ್ಯಂತ ಮುಖ್ಯಕೊಳ್ಳಲಿರುವ ಲೋಕ ಅದಾಲತ್‌ನಲ್ಲಿ ಕಕ್ಷಿದಾರರು ಭಾಗವಹಿಸಿ, ರಾಜಿ ಮೂಲಕ ಪ್ರಕರಣಗಳನ್ನು ಇತ್ಯರ್ಥಪಡಿಸಿಕೊಳ್ಳುವ ಮೂಲಕ ಈ ಸದಾವಕಾಶದ ಸದುಪಯೋಗ ಪಡೆದುಕೊಳ್ಳಬೇಕು ಎಂದು ಪ್ರಕಟಣೆಯಲ್ಲಿ ತಿಳಿಸಿದ್ದಾರೆ.: [32, 109, 240, 218]
- masthead-rule: [184, 42, 825, 45]
- banner-paragraph: ಕುಡಿಯುವ ನೀರಿನ ಪೂರೈಕೆಗೆ ಅಗತ್ಯವಿರುವಲ್ಲಿ ಖಾಸಗಿ ಕೊಳವೆಬಾವಿಗಳನ್ನು ಬಾಡಿಗೆಗೆ ಪಡೆದು ಟ್ಯಾಂಕರ್ ಮೂಲಕ ನೀರು ಸರಬರಾಜು ಮಾಡಬೇಕು. ಜನ ಮತ್ತು ಜಾನುವಾರುಗಳಿಗೆ ತೊಂದರೆಯಾಗದಂತೆ ಕ್ರಮ ವಹಿಸಬೇಕು.: [386, 174, 513, 227]
- registration-dot: [363, 1444, 372, 1453]
- registration-dot: [770, 1444, 779, 1453]
- article-body-side: [551, 945, 693, 1120]
- banner-strap: ಬರ ನಿರ್ವಹಣೆ ಕುರಿತು ಮುಖ್ಯಮಂತ್ರಿಯವರಿಂದ ವಿಡಿಯೋ ಸಂವಾದ ಸಭೆ: [252, 60, 920, 85]
- masthead-left: [56, 33, 176, 53]
- registration-dots-center: [330, 1444, 372, 1453]
- banner-paragraph: ಬುಧವಾರ ಬೆಂಗಳೂರಿನಿಂದ ವಿಡಿಯೋ ಸಂವಾದದ ಮೂಲಕ ರಾಜ್ಯದ ಎಲ್ಲಾ ಜಿಲ್ಲಾಧಿಕಾರಿಗಳು ಹಾಗೂ ಜಿಲ್ಲಾ ಪಂಚಾಯತ್ ಮುಖ್ಯ ಕಾರ್ಯನಿರ್ವಾಹಕ ಅಧಿಕಾರಿಗಳೊಂದಿಗೆ ಬರ ನಿರ್ವಹಣೆ ಕುರಿತು ಸಭೆ ನಡೆಸಿ ಅವರು ಮಾತನಾಡಿದರು.: [252, 139, 513, 229]
- registration-dot: [110, 1444, 119, 1453]
- page-number: 6: [56, 34, 70, 52]
- article-headline: ಇಂದು ಮಿನಿ ಉದ್ಯೋಗ ಮೇಳ: [73, 1085, 199, 1100]
- photo-spacer: [104, 529, 394, 697]
- reservoir-photo: [655, 138, 920, 250]
- article-byline: (ಹಸಿರುಕ್ರಾಂತಿ ವರದಿ): [108, 779, 164, 789]
- poet-photo: [497, 1313, 571, 1403]
